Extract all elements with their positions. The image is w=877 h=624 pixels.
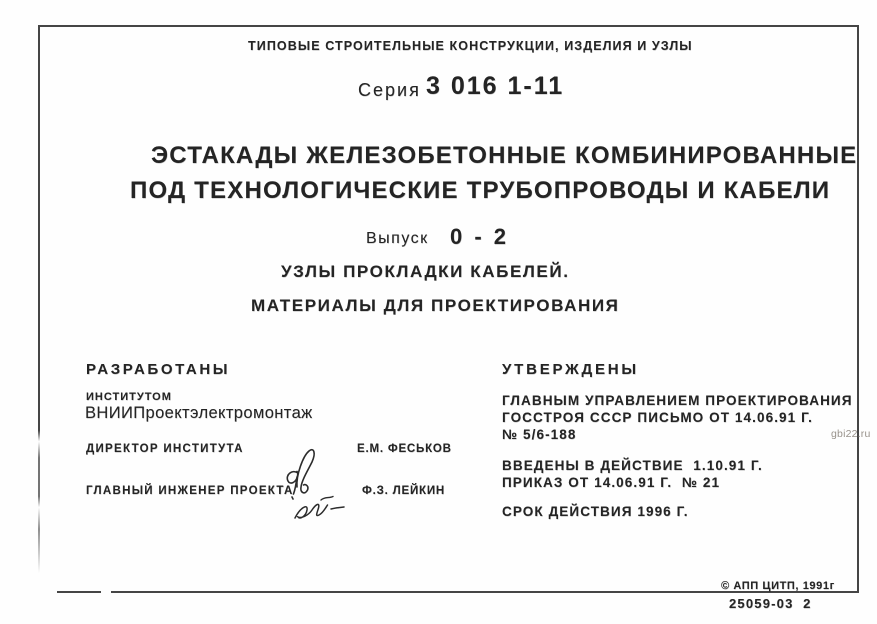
- document-title-line2: ПОД ТЕХНОЛОГИЧЕСКИЕ ТРУБОПРОВОДЫ И КАБЕЛИ: [130, 177, 831, 204]
- engineer-name: Ф.З. ЛЕЙКИН: [362, 485, 445, 497]
- frame-border-top: [38, 25, 859, 27]
- director-role-label: ДИРЕКТОР ИНСТИТУТА: [86, 443, 244, 455]
- frame-border-bottom-segment: [57, 591, 101, 593]
- frame-border-left: [38, 25, 40, 573]
- director-name: Е.М. ФЕСЬКОВ: [357, 443, 452, 455]
- issue-label: Выпуск: [366, 230, 429, 247]
- institute-label: ИНСТИТУТОМ: [86, 391, 172, 403]
- developed-heading: РАЗРАБОТАНЫ: [86, 361, 231, 378]
- issue-number: 0 - 2: [450, 224, 510, 249]
- document-category-line: ТИПОВЫЕ СТРОИТЕЛЬНЫЕ КОНСТРУКЦИИ, ИЗДЕЛИЯ И УЗЛЫ: [248, 39, 693, 53]
- approved-letter-line: ГОССТРОЯ СССР ПИСЬМО ОТ 14.06.91 Г.: [502, 410, 814, 425]
- approved-letter-number: № 5/6-188: [502, 427, 577, 442]
- approved-authority-line: ГЛАВНЫМ УПРАВЛЕНИЕМ ПРОЕКТИРОВАНИЯ: [502, 393, 853, 408]
- series-number: 3 016 1-11: [426, 72, 565, 100]
- site-watermark: gbi22.ru: [831, 428, 871, 440]
- engineer-role-label: ГЛАВНЫЙ ИНЖЕНЕР ПРОЕКТА: [86, 485, 294, 497]
- validity-period-line: СРОК ДЕЙСТВИЯ 1996 Г.: [502, 504, 689, 519]
- order-line: ПРИКАЗ ОТ 14.06.91 Г. № 21: [502, 475, 721, 490]
- copyright-line: © АПП ЦИТП, 1991г: [721, 580, 835, 592]
- effective-date-line: ВВЕДЕНЫ В ДЕЙСТВИЕ 1.10.91 Г.: [502, 458, 763, 473]
- engineer-signature-icon: [291, 459, 353, 561]
- series-label: Серия: [358, 80, 421, 100]
- subtitle-line2: МАТЕРИАЛЫ ДЛЯ ПРОЕКТИРОВАНИЯ: [251, 296, 620, 315]
- approved-heading: УТВЕРЖДЕНЫ: [502, 361, 639, 378]
- document-number: 25059-03 2: [729, 596, 812, 611]
- institute-name: ВНИИПроектэлектромонтаж: [85, 404, 313, 422]
- frame-border-right: [857, 25, 859, 593]
- subtitle-line1: УЗЛЫ ПРОКЛАДКИ КАБЕЛЕЙ.: [281, 262, 570, 281]
- document-title-line1: ЭСТАКАДЫ ЖЕЛЕЗОБЕТОННЫЕ КОМБИНИРОВАННЫЕ: [151, 142, 858, 169]
